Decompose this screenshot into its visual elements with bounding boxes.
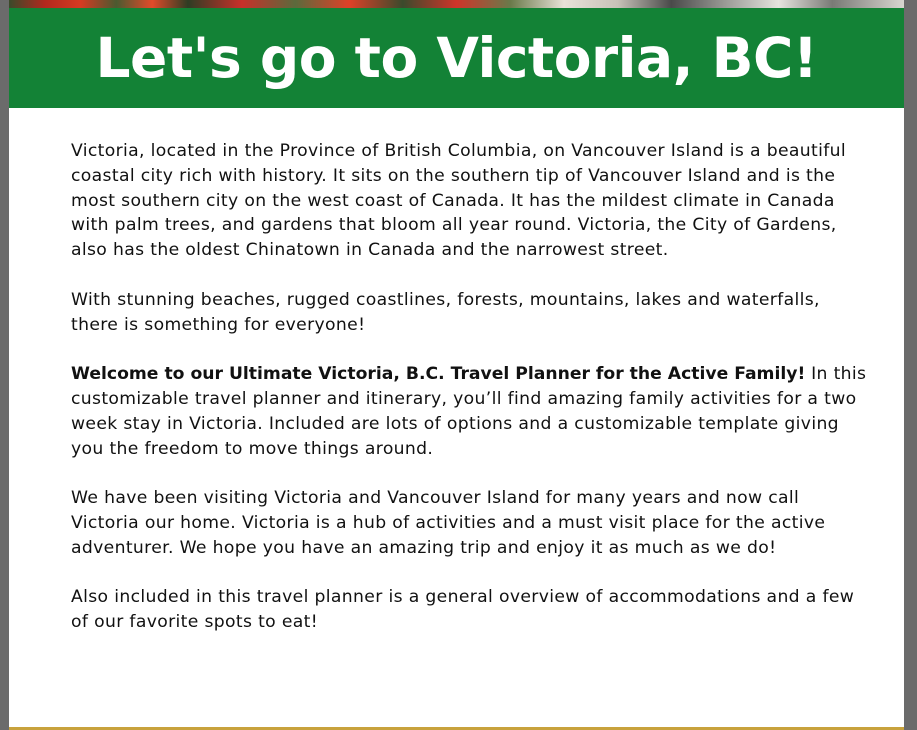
header-photo-strip [9,0,904,8]
welcome-paragraph [71,362,871,461]
attractions-paragraph: With stunning beaches, rugged coastlines, forests, mountains, lakes and waterfalls, there is something for everyone! [71,289,820,335]
title-banner [9,8,904,108]
intro-paragraph: Victoria, located in the Province of British Columbia, on Vancouver Island is a beautiful coastal city rich with history. It sits on the southern tip of Vancouver Island and is the most southern city on the west coast of Canada. It has the mildest climate in Canada with palm trees, and gardens that bloom all year round. Victoria, the City of Gardens, also has the oldest Chinatown in Canada and the narrowest street. [71,141,847,261]
document-page [9,0,904,730]
welcome-heading: Welcome to our Ultimate Victoria, B.C. Travel Planner for the Active Family! [71,364,806,385]
overview-paragraph: Also included in this travel planner is a general overview of accommodations and a few of our favorite spots to eat! [71,587,855,633]
welcome-text: In this customizable travel planner and itinerary, you’ll find amazing family activities for a two week stay in Victoria. Included are lots of options and a customizable template giving you the freedom to move things around. [71,364,867,459]
page-title: Let's go to Victoria, BC! [95,25,818,90]
body-content [71,139,871,660]
about-us-paragraph: We have been visiting Victoria and Vancouver Island for many years and now call Victoria our home. Victoria is a hub of activities and a must visit place for the active adventurer. We hope you have an amazing trip and enjoy it as much as we do! [71,488,826,558]
